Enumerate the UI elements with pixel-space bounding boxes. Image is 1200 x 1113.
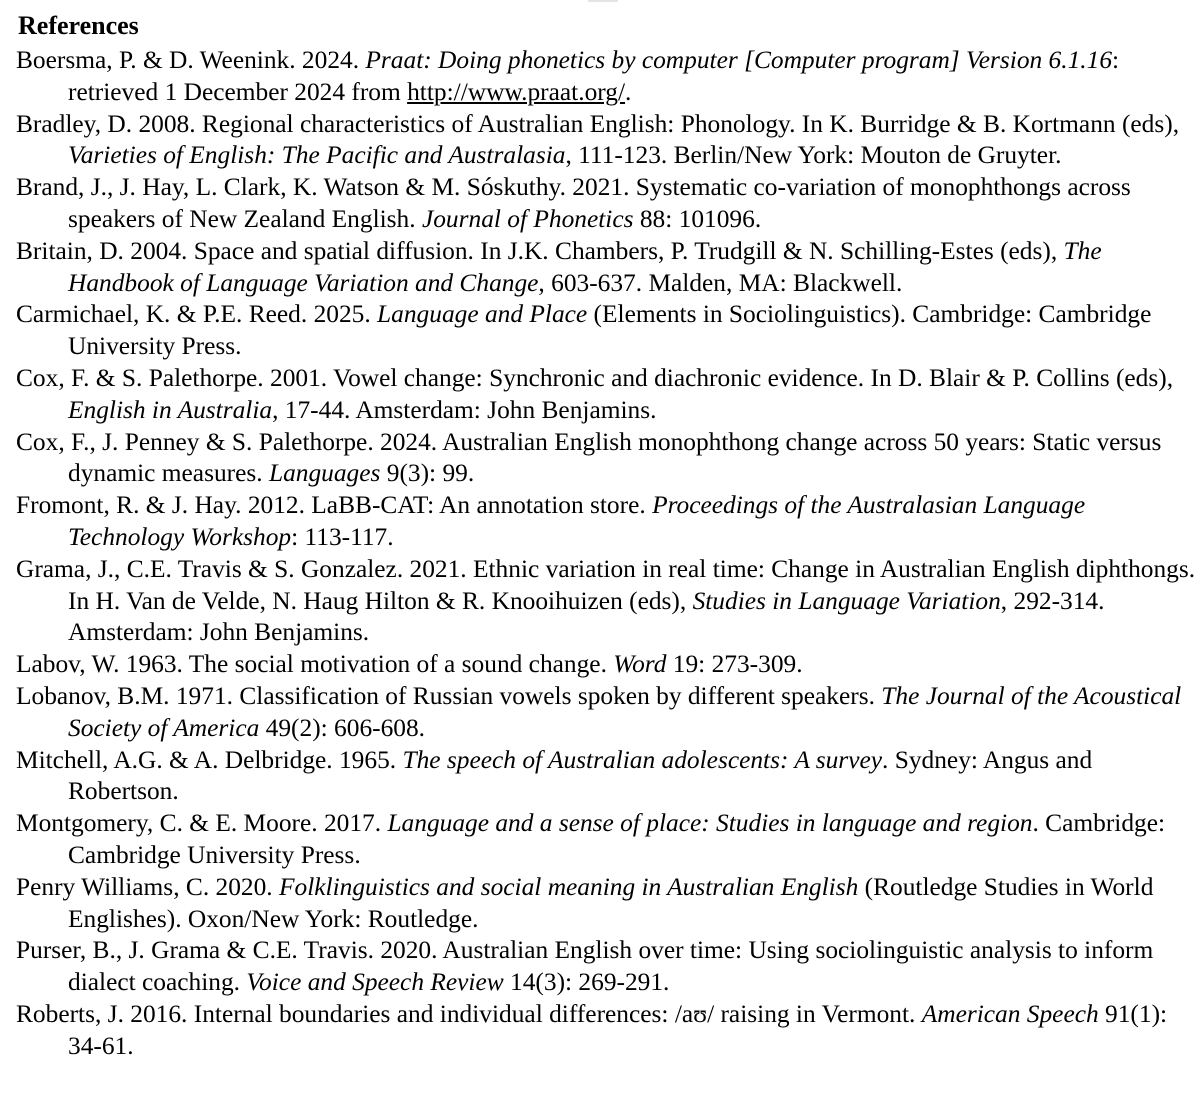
references-heading: References xyxy=(18,11,139,40)
reference-title: Voice and Speech Review xyxy=(246,968,504,997)
reference-text: 88: 101096. xyxy=(633,204,762,233)
reference-text: 14(3): 269-291. xyxy=(503,968,670,997)
reference-text: (Elements in Sociolinguistics). Cambridge: Cambridge University Press. xyxy=(68,300,1152,361)
reference-text: Cox, F. & S. Palethorpe. 2001. Vowel change: Synchronic and diachronic evidence. In D. Blair & P. Collins (eds), xyxy=(16,363,1174,392)
reference-text: 19: 273-309. xyxy=(666,650,803,679)
reference-title: Varieties of English: The Pacific and Australasia xyxy=(68,141,566,170)
reference-title: Studies in Language Variation xyxy=(692,586,1001,615)
reference-text: Carmichael, K. & P.E. Reed. 2025. xyxy=(16,300,378,329)
reference-text: , 292-314. Amsterdam: John Benjamins. xyxy=(68,586,1105,647)
reference-text: : 113-117. xyxy=(291,522,394,551)
reference-text: . Sydney: Angus and Robertson. xyxy=(68,745,1093,806)
reference-item xyxy=(16,427,1196,491)
reference-text: , 603-637. Malden, MA: Blackwell. xyxy=(538,268,903,297)
reference-title: American Speech xyxy=(921,999,1099,1028)
reference-text: (Routledge Studies in World Englishes). Oxon/New York: Routledge. xyxy=(68,872,1154,933)
reference-text: Penry Williams, C. 2020. xyxy=(16,872,279,901)
reference-text: Cox, F., J. Penney & S. Palethorpe. 2024. Australian English monophthong change across 50 years: Static versus dynamic measures. xyxy=(16,427,1162,488)
reference-item xyxy=(16,745,1196,809)
reference-text: 9(3): 99. xyxy=(380,459,475,488)
reference-item xyxy=(16,554,1196,649)
reference-item xyxy=(16,935,1196,999)
reference-item xyxy=(16,681,1196,745)
praat-link[interactable]: http://www.praat.org/ xyxy=(407,77,626,106)
reference-item xyxy=(16,45,1196,109)
reference-title: Languages xyxy=(268,459,381,488)
reference-item xyxy=(16,490,1196,554)
reference-title: Proceedings of the Australasian Language Technology Workshop xyxy=(68,491,1086,551)
reference-item xyxy=(16,649,1196,681)
reference-title: Language and a sense of place: Studies in language and region xyxy=(387,809,1033,838)
reference-item xyxy=(16,236,1196,300)
reference-title: The speech of Australian adolescents: A survey xyxy=(402,745,883,774)
reference-item xyxy=(16,872,1196,936)
top-edge-mark xyxy=(588,0,618,2)
reference-title: The Handbook of Language Variation and Change xyxy=(68,236,1102,297)
reference-text: Britain, D. 2004. Space and spatial diffusion. In J.K. Chambers, P. Trudgill & N. Schilling-Estes (eds), xyxy=(16,236,1064,265)
reference-text: : retrieved 1 December 2024 from xyxy=(68,46,1120,106)
reference-title: English in Australia xyxy=(68,395,273,424)
reference-title: Folklinguistics and social meaning in Australian English xyxy=(279,872,859,901)
reference-text: Mitchell, A.G. & A. Delbridge. 1965. xyxy=(16,745,403,774)
reference-item xyxy=(16,299,1196,363)
reference-text: , 17-44. Amsterdam: John Benjamins. xyxy=(272,395,657,424)
reference-title: Language and Place xyxy=(377,300,588,329)
reference-title: The Journal of the Acoustical Society of America xyxy=(68,681,1182,742)
reference-item xyxy=(16,999,1196,1063)
reference-list xyxy=(16,45,1196,1063)
reference-text: Boersma, P. & D. Weenink. 2024. xyxy=(16,46,366,74)
reference-text: Brand, J., J. Hay, L. Clark, K. Watson & M. Sóskuthy. 2021. Systematic co-variation of monophthongs across speakers of New Zealand English. xyxy=(16,173,1131,233)
reference-text: Lobanov, B.M. 1971. Classification of Russian vowels spoken by different speakers. xyxy=(16,681,882,710)
reference-text: Bradley, D. 2008. Regional characteristics of Australian English: Phonology. In K. Burridge & B. Kortmann (eds), xyxy=(16,109,1180,138)
reference-text: Labov, W. 1963. The social motivation of a sound change. xyxy=(16,650,614,679)
reference-text: . Cambridge: Cambridge University Press. xyxy=(68,809,1166,869)
reference-item xyxy=(16,109,1196,173)
reference-item xyxy=(16,808,1196,872)
reference-text: . xyxy=(625,77,632,106)
reference-item xyxy=(16,363,1196,427)
reference-text: Grama, J., C.E. Travis & S. Gonzalez. 2021. Ethnic variation in real time: Change in Australian English diphthongs. In H. Van de Velde, N. Haug Hilton & R. Knooihuizen (eds), xyxy=(16,554,1196,615)
reference-text: 91(1): 34-61. xyxy=(68,999,1168,1060)
reference-title: Praat: Doing phonetics by computer [Computer program] Version 6.1.16 xyxy=(365,46,1113,74)
reference-text: Purser, B., J. Grama & C.E. Travis. 2020. Australian English over time: Using sociolinguistic analysis to inform dialect coaching. xyxy=(16,936,1154,997)
reference-text: , 111-123. Berlin/New York: Mouton de Gruyter. xyxy=(565,141,1062,170)
reference-text: Roberts, J. 2016. Internal boundaries and individual differences: /aʊ/ raising in Vermont. xyxy=(16,999,922,1028)
reference-text: Montgomery, C. & E. Moore. 2017. xyxy=(16,809,388,838)
reference-title: Word xyxy=(613,650,667,679)
reference-title: Journal of Phonetics xyxy=(421,204,634,233)
reference-text: 49(2): 606-608. xyxy=(259,713,426,742)
reference-text: Fromont, R. & J. Hay. 2012. LaBB-CAT: An annotation store. xyxy=(16,491,653,520)
reference-item xyxy=(16,172,1196,236)
